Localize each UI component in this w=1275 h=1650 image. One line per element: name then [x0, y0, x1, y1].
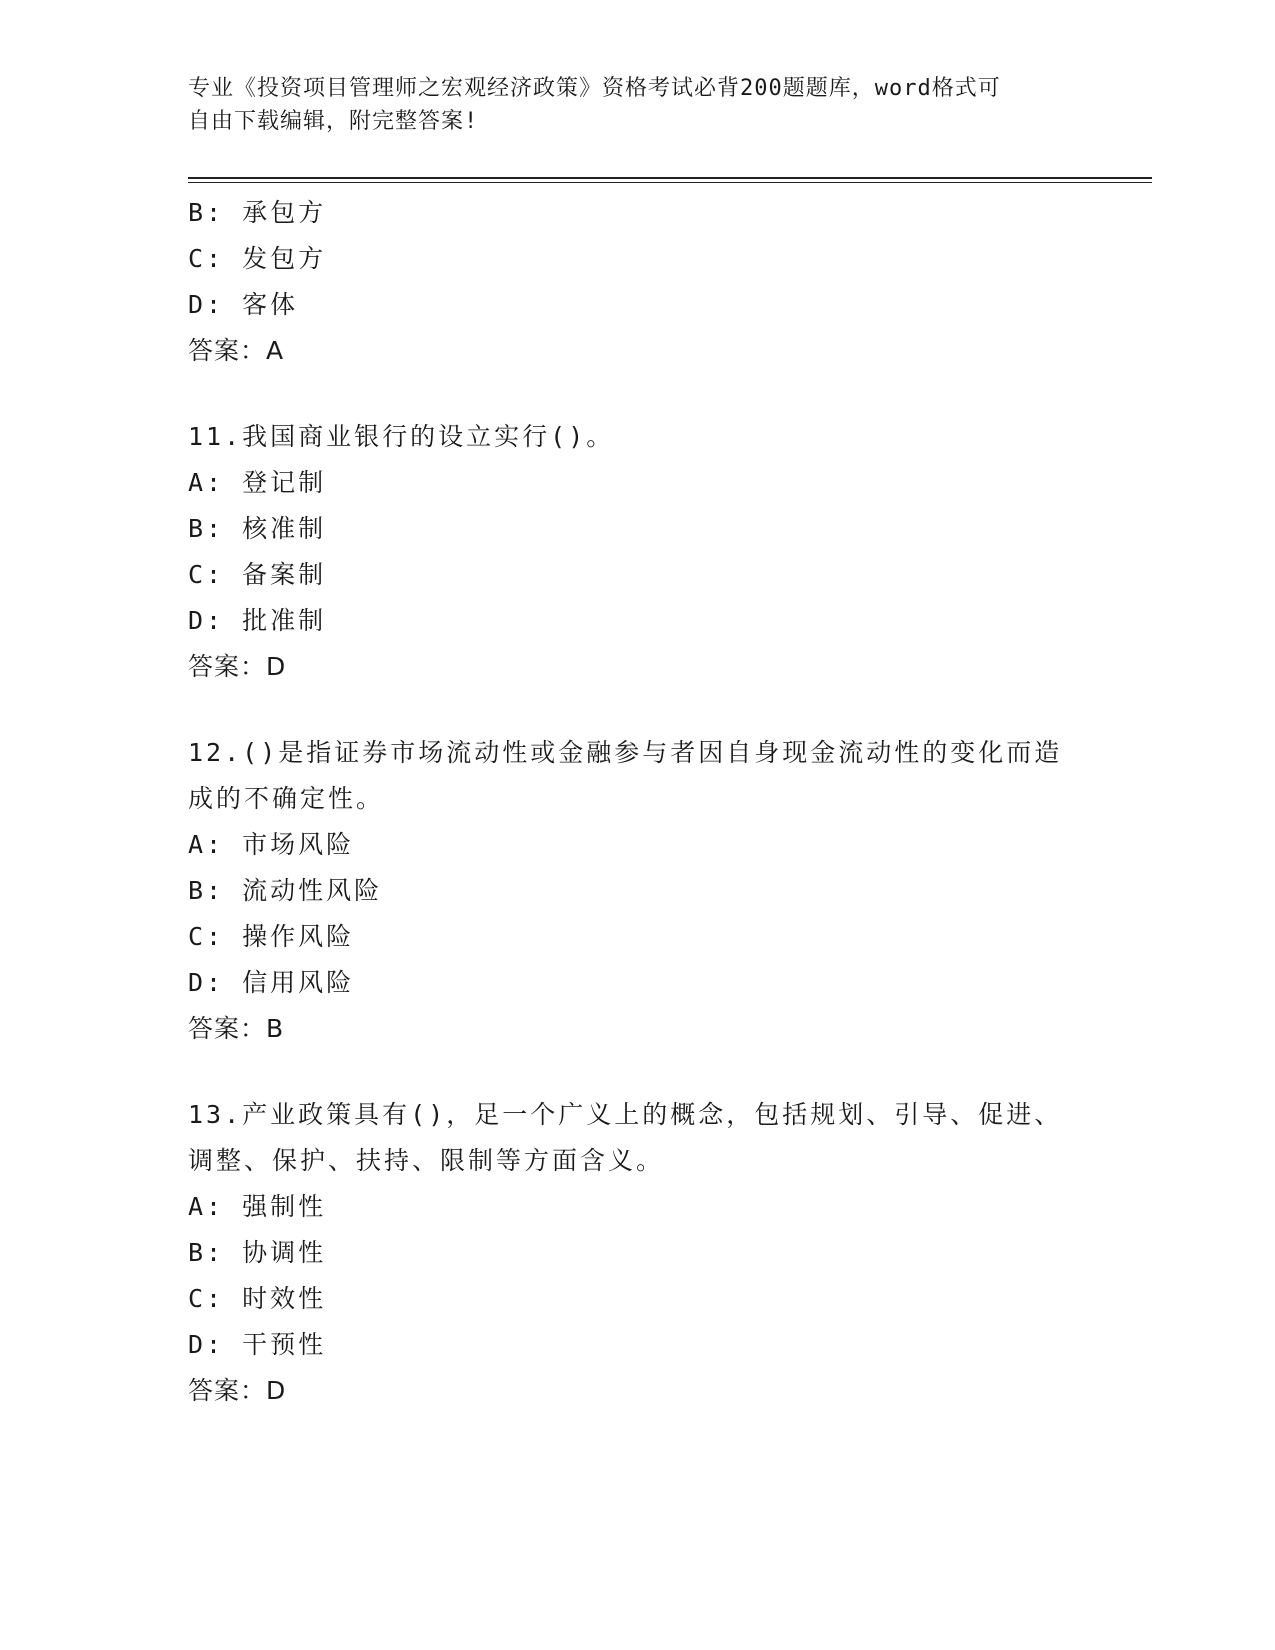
question-block-12 — [188, 730, 1088, 1052]
option-text: 批准制 — [242, 606, 327, 635]
option-c — [188, 914, 1088, 960]
option-label: C: — [188, 922, 225, 951]
option-c — [188, 1276, 1088, 1322]
option-label: D: — [188, 968, 225, 997]
answer-line: 答案：D — [188, 1376, 287, 1405]
option-label: C: — [188, 244, 225, 273]
header-divider-thin — [188, 182, 1152, 183]
option-a — [188, 822, 1088, 868]
question-stem-continued: 调整、保护、扶持、限制等方面含义。 — [188, 1146, 665, 1175]
option-text: 信用风险 — [242, 968, 355, 997]
question-block-13 — [188, 1092, 1088, 1414]
option-text: 操作风险 — [242, 922, 355, 951]
option-label: D: — [188, 606, 225, 635]
option-a — [188, 1184, 1088, 1230]
answer-line: 答案：D — [188, 652, 287, 681]
option-b — [188, 868, 1088, 914]
option-label: B: — [188, 1238, 225, 1267]
option-label: B: — [188, 514, 225, 543]
option-label: D: — [188, 290, 225, 319]
option-text: 市场风险 — [242, 830, 355, 859]
option-label: C: — [188, 1284, 225, 1313]
option-label: B: — [188, 198, 225, 227]
question-stem: 11.我国商业银行的设立实行()。 — [188, 422, 615, 451]
header-title-line-2: 自由下载编辑，附完整答案! — [188, 109, 479, 134]
question-block-11 — [188, 414, 1088, 690]
option-text: 备案制 — [242, 560, 327, 589]
answer-line: 答案：A — [188, 336, 285, 365]
question-stem-continued: 成的不确定性。 — [188, 784, 385, 813]
option-label: B: — [188, 876, 225, 905]
question-list — [188, 190, 1088, 1414]
option-text: 核准制 — [242, 514, 327, 543]
option-text: 干预性 — [242, 1330, 327, 1359]
option-text: 承包方 — [242, 198, 327, 227]
option-label: A: — [188, 468, 225, 497]
option-text: 登记制 — [242, 468, 327, 497]
option-c — [188, 236, 1088, 282]
question-stem: 12.()是指证券市场流动性或金融参与者因自身现金流动性的变化而造 — [188, 738, 1063, 767]
option-text: 协调性 — [242, 1238, 327, 1267]
option-a — [188, 460, 1088, 506]
option-text: 时效性 — [242, 1284, 327, 1313]
option-b — [188, 506, 1088, 552]
option-label: A: — [188, 1192, 225, 1221]
option-text: 客体 — [242, 290, 299, 319]
document-header — [188, 72, 1068, 138]
answer-line: 答案：B — [188, 1014, 285, 1043]
option-d — [188, 282, 1088, 328]
header-divider-thick — [188, 177, 1152, 179]
option-text: 强制性 — [242, 1192, 327, 1221]
option-label: C: — [188, 560, 225, 589]
option-b — [188, 190, 1088, 236]
option-b — [188, 1230, 1088, 1276]
option-c — [188, 552, 1088, 598]
option-d — [188, 598, 1088, 644]
header-title-line-1: 专业《投资项目管理师之宏观经济政策》资格考试必背200题题库，word格式可 — [188, 76, 1001, 101]
question-stem: 13.产业政策具有()，足一个广义上的概念，包括规划、引导、促进、 — [188, 1100, 1063, 1129]
option-text: 发包方 — [242, 244, 327, 273]
option-label: A: — [188, 830, 225, 859]
option-label: D: — [188, 1330, 225, 1359]
option-d — [188, 1322, 1088, 1368]
option-d — [188, 960, 1088, 1006]
option-text: 流动性风险 — [242, 876, 383, 905]
question-block-10 — [188, 190, 1088, 374]
